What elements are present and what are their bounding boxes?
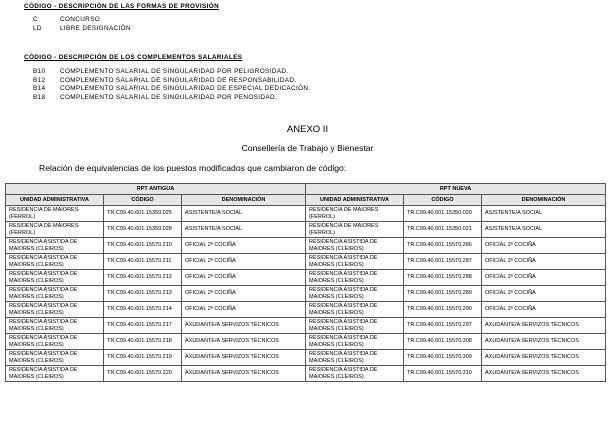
old-denomination-cell: ASISTENTE/A SOCIAL [182, 222, 306, 238]
old-denomination-cell: AXUDANTE/A SERVIZOS TÉCNICOS [182, 350, 306, 366]
old-code-cell: TR.C99.40.601.15570.212 [104, 270, 182, 286]
old-denomination-cell: ASISTENTE/A SOCIAL [182, 206, 306, 222]
column-header: UNIDAD ADMINISTRATIVA [6, 195, 104, 206]
new-denomination-cell: OFICIAL 2ª COCIÑA [482, 302, 606, 318]
old-code-cell: TR.C99.40.601.15570.217 [104, 318, 182, 334]
table-body [6, 206, 606, 382]
table-row [6, 334, 606, 350]
new-code-cell: TR.C99.40.601.15570.310 [404, 366, 482, 382]
old-unit-cell: RESIDENCIA ASISTIDA DE MAIORES (CLEIROS) [6, 302, 104, 318]
new-code-cell: TR.C99.40.601.15570.289 [404, 286, 482, 302]
old-denomination-cell: AXUDANTE/A SERVIZOS TÉCNICOS [182, 366, 306, 382]
provision-code: LD [33, 24, 42, 32]
new-code-cell: TR.C99.40.601.15570.290 [404, 302, 482, 318]
new-unit-cell: RESIDENCIA ASISTIDA DE MAIORES (CLEIROS) [306, 270, 404, 286]
new-denomination-cell: AXUDANTE/A SERVIZOS TÉCNICOS [482, 334, 606, 350]
new-unit-cell: RESIDENCIA ASISTIDA DE MAIORES (CLEIROS) [306, 254, 404, 270]
old-unit-cell: RESIDENCIA ASISTIDA DE MAIORES (CLEIROS) [6, 318, 104, 334]
complement-code: B18 [33, 93, 46, 101]
new-unit-cell: RESIDENCIA ASISTIDA DE MAIORES (CLEIROS) [306, 286, 404, 302]
complement-description: COMPLEMENTO SALARIAL DE SINGULARIDAD POR PELIGROSIDAD. [60, 68, 289, 75]
complement-description: COMPLEMENTO SALARIAL DE SINGULARIDAD POR PENOSIDAD. [60, 93, 278, 101]
complements-section-title: CÓDIGO - DESCRIPCIÓN DE LOS COMPLEMENTOS SALARIALES [24, 54, 243, 61]
new-code-cell: TR.C99.40.601.15570.308 [404, 334, 482, 350]
old-code-cell: TR.C99.40.601.15570.218 [104, 334, 182, 350]
new-denomination-cell: OFICIAL 2ª COCIÑA [482, 270, 606, 286]
old-denomination-cell: OFICIAL 2ª COCIÑA [182, 254, 306, 270]
column-header: DENOMINACIÓN [482, 195, 606, 206]
old-code-cell: TR.C99.40.601.15570.210 [104, 238, 182, 254]
column-header: CÓDIGO [404, 195, 482, 206]
old-denomination-cell: AXUDANTE/A SERVIZOS TÉCNICOS [182, 334, 306, 350]
group-header-new: RPT NUEVA [306, 184, 606, 195]
new-code-cell: TR.C99.40.601.15350.021 [404, 222, 482, 238]
column-header: DENOMINACIÓN [182, 195, 306, 206]
new-denomination-cell: AXUDANTE/A SERVIZOS TÉCNICOS [482, 350, 606, 366]
new-code-cell: TR.C99.40.601.15570.287 [404, 254, 482, 270]
new-unit-cell: RESIDENCIA DE MAIORES (FERROL) [306, 222, 404, 238]
provision-description: CONCURSO [60, 16, 101, 23]
old-unit-cell: RESIDENCIA DE MAIORES (FERROL) [6, 222, 104, 238]
table-row [6, 238, 606, 254]
old-code-cell: TR.C99.40.601.15570.220 [104, 366, 182, 382]
old-unit-cell: RESIDENCIA ASISTIDA DE MAIORES (CLEIROS) [6, 366, 104, 382]
old-code-cell: TR.C99.40.601.15570.219 [104, 350, 182, 366]
old-unit-cell: RESIDENCIA ASISTIDA DE MAIORES (CLEIROS) [6, 350, 104, 366]
table-row [6, 206, 606, 222]
old-unit-cell: RESIDENCIA ASISTIDA DE MAIORES (CLEIROS) [6, 334, 104, 350]
old-unit-cell: RESIDENCIA DE MAIORES (FERROL) [6, 206, 104, 222]
old-denomination-cell: OFICIAL 2ª COCIÑA [182, 286, 306, 302]
new-denomination-cell: OFICIAL 2ª COCIÑA [482, 286, 606, 302]
new-code-cell: TR.C99.40.601.15570.297 [404, 318, 482, 334]
old-unit-cell: RESIDENCIA ASISTIDA DE MAIORES (CLEIROS) [6, 286, 104, 302]
new-unit-cell: RESIDENCIA ASISTIDA DE MAIORES (CLEIROS) [306, 238, 404, 254]
new-code-cell: TR.C99.40.601.15350.020 [404, 206, 482, 222]
old-code-cell: TR.C99.40.601.15350.028 [104, 222, 182, 238]
complement-code: B10 [33, 68, 46, 75]
column-header-row [6, 195, 606, 206]
new-denomination-cell: ASISTENTE/A SOCIAL [482, 206, 606, 222]
table-row [6, 270, 606, 286]
old-denomination-cell: OFICIAL 2ª COCIÑA [182, 270, 306, 286]
department-heading: Consellería de Trabajo y Bienestar [241, 143, 374, 153]
new-unit-cell: RESIDENCIA ASISTIDA DE MAIORES (CLEIROS) [306, 318, 404, 334]
equivalences-table [5, 183, 606, 382]
old-code-cell: TR.C99.40.601.15570.211 [104, 254, 182, 270]
new-unit-cell: RESIDENCIA ASISTIDA DE MAIORES (CLEIROS) [306, 350, 404, 366]
old-code-cell: TR.C99.40.601.15570.213 [104, 286, 182, 302]
relation-intro: Relación de equivalencias de los puestos modificados que cambiaron de código: [39, 163, 347, 173]
provision-code: C [33, 16, 38, 23]
new-denomination-cell: AXUDANTE/A SERVIZOS TÉCNICOS [482, 318, 606, 334]
old-denomination-cell: OFICIAL 2ª COCIÑA [182, 238, 306, 254]
old-code-cell: TR.C99.40.601.15570.214 [104, 302, 182, 318]
new-unit-cell: RESIDENCIA ASISTIDA DE MAIORES (CLEIROS) [306, 302, 404, 318]
complement-code: B14 [33, 85, 46, 93]
table-row [6, 286, 606, 302]
new-denomination-cell: ASISTENTE/A SOCIAL [482, 222, 606, 238]
new-denomination-cell: OFICIAL 2ª COCIÑA [482, 254, 606, 270]
old-unit-cell: RESIDENCIA ASISTIDA DE MAIORES (CLEIROS) [6, 254, 104, 270]
column-header: UNIDAD ADMINISTRATIVA [306, 195, 404, 206]
old-code-cell: TR.C99.40.601.15350.025 [104, 206, 182, 222]
new-unit-cell: RESIDENCIA DE MAIORES (FERROL) [306, 206, 404, 222]
table-row [6, 254, 606, 270]
group-header-old: RPT ANTIGUA [6, 184, 306, 195]
table-row [6, 302, 606, 318]
complement-code: B12 [33, 76, 46, 84]
old-denomination-cell: AXUDANTE/A SERVIZOS TÉCNICOS [182, 318, 306, 334]
new-unit-cell: RESIDENCIA ASISTIDA DE MAIORES (CLEIROS) [306, 334, 404, 350]
group-header-row [6, 184, 606, 195]
new-denomination-cell: AXUDANTE/A SERVIZOS TÉCNICOS [482, 366, 606, 382]
table-row [6, 366, 606, 382]
provision-description: LIBRE DESIGNACIÓN [60, 24, 131, 32]
new-denomination-cell: OFICIAL 2ª COCIÑA [482, 238, 606, 254]
old-unit-cell: RESIDENCIA ASISTIDA DE MAIORES (CLEIROS) [6, 238, 104, 254]
new-code-cell: TR.C99.40.601.15570.286 [404, 238, 482, 254]
new-code-cell: TR.C99.40.601.15570.309 [404, 350, 482, 366]
table-row [6, 350, 606, 366]
complement-description: COMPLEMENTO SALARIAL DE SINGULARIDAD DE RESPONSABILIDAD. [60, 76, 297, 84]
table-row [6, 318, 606, 334]
provision-section-title: CÓDIGO - DESCRIPCIÓN DE LAS FORMAS DE PROVISIÓN [24, 3, 220, 10]
annex-heading: ANEXO II [286, 124, 329, 135]
table-row [6, 222, 606, 238]
old-denomination-cell: OFICIAL 2ª COCIÑA [182, 302, 306, 318]
old-unit-cell: RESIDENCIA ASISTIDA DE MAIORES (CLEIROS) [6, 270, 104, 286]
complement-description: COMPLEMENTO SALARIAL DE SINGULARIDAD DE ESPECIAL DEDICACIÓN. [60, 85, 311, 93]
new-code-cell: TR.C99.40.601.15570.288 [404, 270, 482, 286]
column-header: CÓDIGO [104, 195, 182, 206]
new-unit-cell: RESIDENCIA ASISTIDA DE MAIORES (CLEIROS) [306, 366, 404, 382]
